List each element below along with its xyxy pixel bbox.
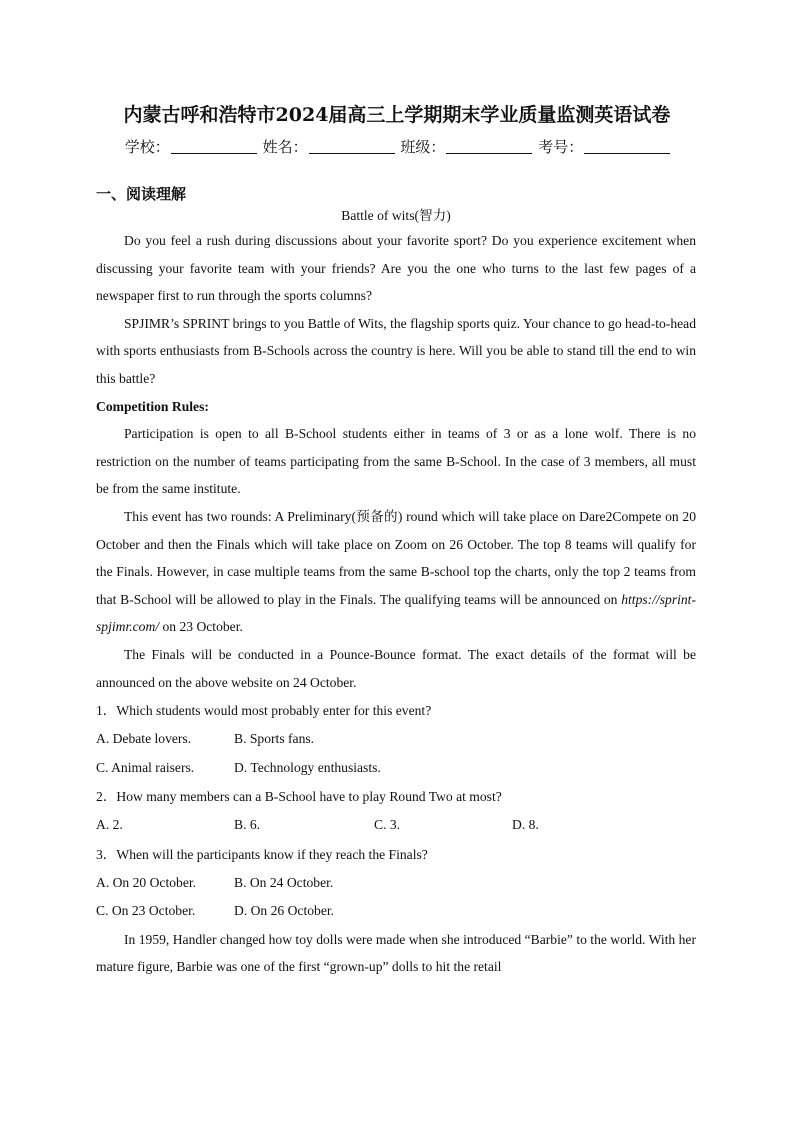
student-info-line <box>0 136 794 157</box>
passage-paragraph: The Finals will be conducted in a Pounce-Bounce format. The exact details of the format will be announced on the above website on 24 October. <box>96 646 696 690</box>
section-heading: 一、阅读理解 <box>96 185 187 203</box>
option-b[interactable]: B. On 24 October. <box>234 874 334 890</box>
passage-paragraph: Do you feel a rush during discussions about your favorite sport? Do you experience excitement when discussing your favorite team with your friends? Are you the one who turns to the last few pages of a newspaper first to run through the sports columns? <box>96 233 696 304</box>
option-row <box>96 725 696 754</box>
option-c[interactable]: C. 3. <box>374 817 401 833</box>
passage-paragraph: Participation is open to all B-School students either in teams of 3 or as a lone wolf. There is no restriction on the number of teams participating from the same B-School. In the case of 3 members, all must be from the same institute. <box>96 426 696 497</box>
class-label: 班级： <box>400 138 446 156</box>
question-stem: 1．Which students would most probably enter for this event? <box>96 703 432 719</box>
paragraph-text: This event has two rounds: A Preliminary(预备的) round which will take place on Dare2Compete on 20 October and then the Finals which will take place on Zoom on 26 October. The top 8 teams will qualify for the Finals. However, in case multiple teams from the same B-school top the charts, only the top 2 teams from that B-School will be allowed to play in the Finals. The qualifying teams will be announced on <box>96 508 696 607</box>
paragraph-text: on 23 October. <box>159 619 243 635</box>
passage-paragraph: SPJIMR’s SPRINT brings to you Battle of Wits, the flagship sports quiz. Your chance to go head-to-head with sports enthusiasts from B-Schools across the country is here. Will you be able to stand till the end to win this battle? <box>96 315 696 386</box>
option-row <box>96 897 696 926</box>
option-a[interactable]: A. Debate lovers. <box>96 731 192 747</box>
option-d[interactable]: D. Technology enthusiasts. <box>234 759 381 775</box>
option-a[interactable]: A. On 20 October. <box>96 874 197 890</box>
option-row <box>96 754 696 783</box>
option-b[interactable]: B. Sports fans. <box>234 731 315 747</box>
school-blank[interactable] <box>171 139 257 154</box>
option-row <box>96 869 696 898</box>
passage-paragraph: In 1959, Handler changed how toy dolls were made when she introduced “Barbie” to the world. With her mature figure, Barbie was one of the first “grown-up” dolls to hit the retail <box>96 931 696 975</box>
class-blank[interactable] <box>446 139 532 154</box>
website-url: https://sprint-spjimr.com/ <box>96 591 696 635</box>
exam-number-blank[interactable] <box>584 139 670 154</box>
exam-number-label: 考号： <box>538 138 584 156</box>
option-c[interactable]: C. Animal raisers. <box>96 759 195 775</box>
option-a[interactable]: A. 2. <box>96 817 123 833</box>
name-label: 姓名： <box>262 138 308 156</box>
option-d[interactable]: D. On 26 October. <box>234 903 335 919</box>
reading-content <box>96 205 696 981</box>
option-d[interactable]: D. 8. <box>512 817 539 833</box>
option-b[interactable]: B. 6. <box>234 817 261 833</box>
exam-title: 内蒙古呼和浩特市2024届高三上学期期末学业质量监测英语试卷 <box>123 104 671 126</box>
passage-paragraph <box>96 503 696 641</box>
option-row <box>96 811 696 840</box>
question-stem: 2．How many members can a B-School have to play Round Two at most? <box>96 789 502 805</box>
option-c[interactable]: C. On 23 October. <box>96 903 196 919</box>
rules-heading: Competition Rules: <box>96 398 209 414</box>
passage-title: Battle of wits(智力) <box>341 208 451 223</box>
question-stem: 3．When will the participants know if they reach the Finals? <box>96 846 428 862</box>
name-blank[interactable] <box>309 139 395 154</box>
school-label: 学校： <box>124 138 170 156</box>
